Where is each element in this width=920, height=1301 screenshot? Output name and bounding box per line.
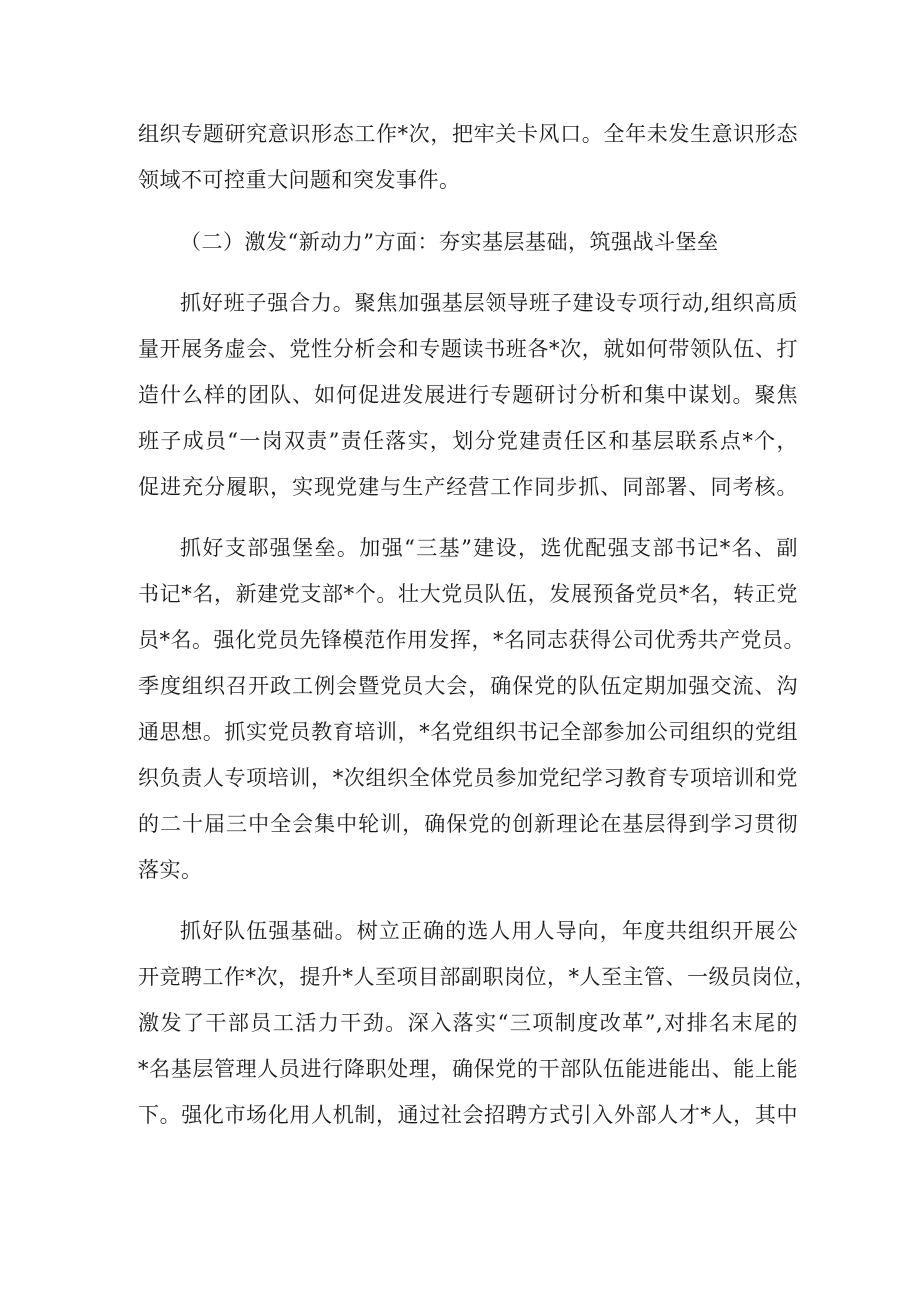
paragraph-3-line-4: 季度组织召开政工例会暨党员大会，确保党的队伍定期加强交流、沟 [138, 674, 798, 698]
paragraph-2-line-2: 量开展务虚会、党性分析会和专题读书班各*次，就如何带领队伍、打 [138, 337, 798, 361]
paragraph-3-line-7: 的二十届三中全会集中轮训，确保党的创新理论在基层得到学习贯彻 [138, 812, 798, 836]
paragraph-3-line-2: 书记*名，新建党支部*个。壮大党员队伍，发展预备党员*名，转正党 [138, 582, 798, 606]
paragraph-4-line-2: 开竞聘工作*次，提升*人至项目部副职岗位，*人至主管、一级员岗位， [138, 965, 816, 989]
paragraph-1-line-1: 组织专题研究意识形态工作*次，把牢关卡风口。全年未发生意识形态 [138, 122, 798, 146]
paragraph-4-line-3: 激发了干部员工活力干劲。深入落实“三项制度改革”,对排名末尾的 [138, 1011, 798, 1035]
paragraph-4-line-4: *名基层管理人员进行降职处理，确保党的干部队伍能进能出、能上能 [138, 1057, 798, 1081]
paragraph-3-line-1: 抓好支部强堡垒。加强“三基”建设，选优配强支部书记*名、副 [180, 536, 798, 560]
paragraph-3-line-3: 员*名。强化党员先锋模范作用发挥，*名同志获得公司优秀共产党员。 [138, 628, 805, 652]
paragraph-2-line-3: 造什么样的团队、如何促进发展进行专题研讨分析和集中谋划。聚焦 [138, 383, 798, 407]
paragraph-2-line-1: 抓好班子强合力。聚焦加强基层领导班子建设专项行动,组织高质 [180, 291, 798, 315]
paragraph-3-line-8: 落实。 [138, 858, 203, 882]
paragraph-3-line-5: 通思想。抓实党员教育培训，*名党组织书记全部参加公司组织的党组 [138, 720, 798, 744]
paragraph-2-line-5: 促进充分履职，实现党建与生产经营工作同步抓、同部署、同考核。 [138, 475, 798, 499]
paragraph-1-line-2: 领域不可控重大问题和突发事件。 [138, 168, 461, 192]
section-heading: （二）激发“新动力”方面：夯实基层基础，筑强战斗堡垒 [180, 230, 719, 254]
paragraph-2-line-4: 班子成员“一岗双责”责任落实，划分党建责任区和基层联系点*个， [138, 429, 798, 453]
paragraph-4-line-1: 抓好队伍强基础。树立正确的选人用人导向，年度共组织开展公 [180, 919, 798, 943]
paragraph-3-line-6: 织负责人专项培训，*次组织全体党员参加党纪学习教育专项培训和党 [138, 766, 798, 790]
paragraph-4-line-5: 下。强化市场化用人机制，通过社会招聘方式引入外部人才*人，其中 [138, 1103, 798, 1127]
